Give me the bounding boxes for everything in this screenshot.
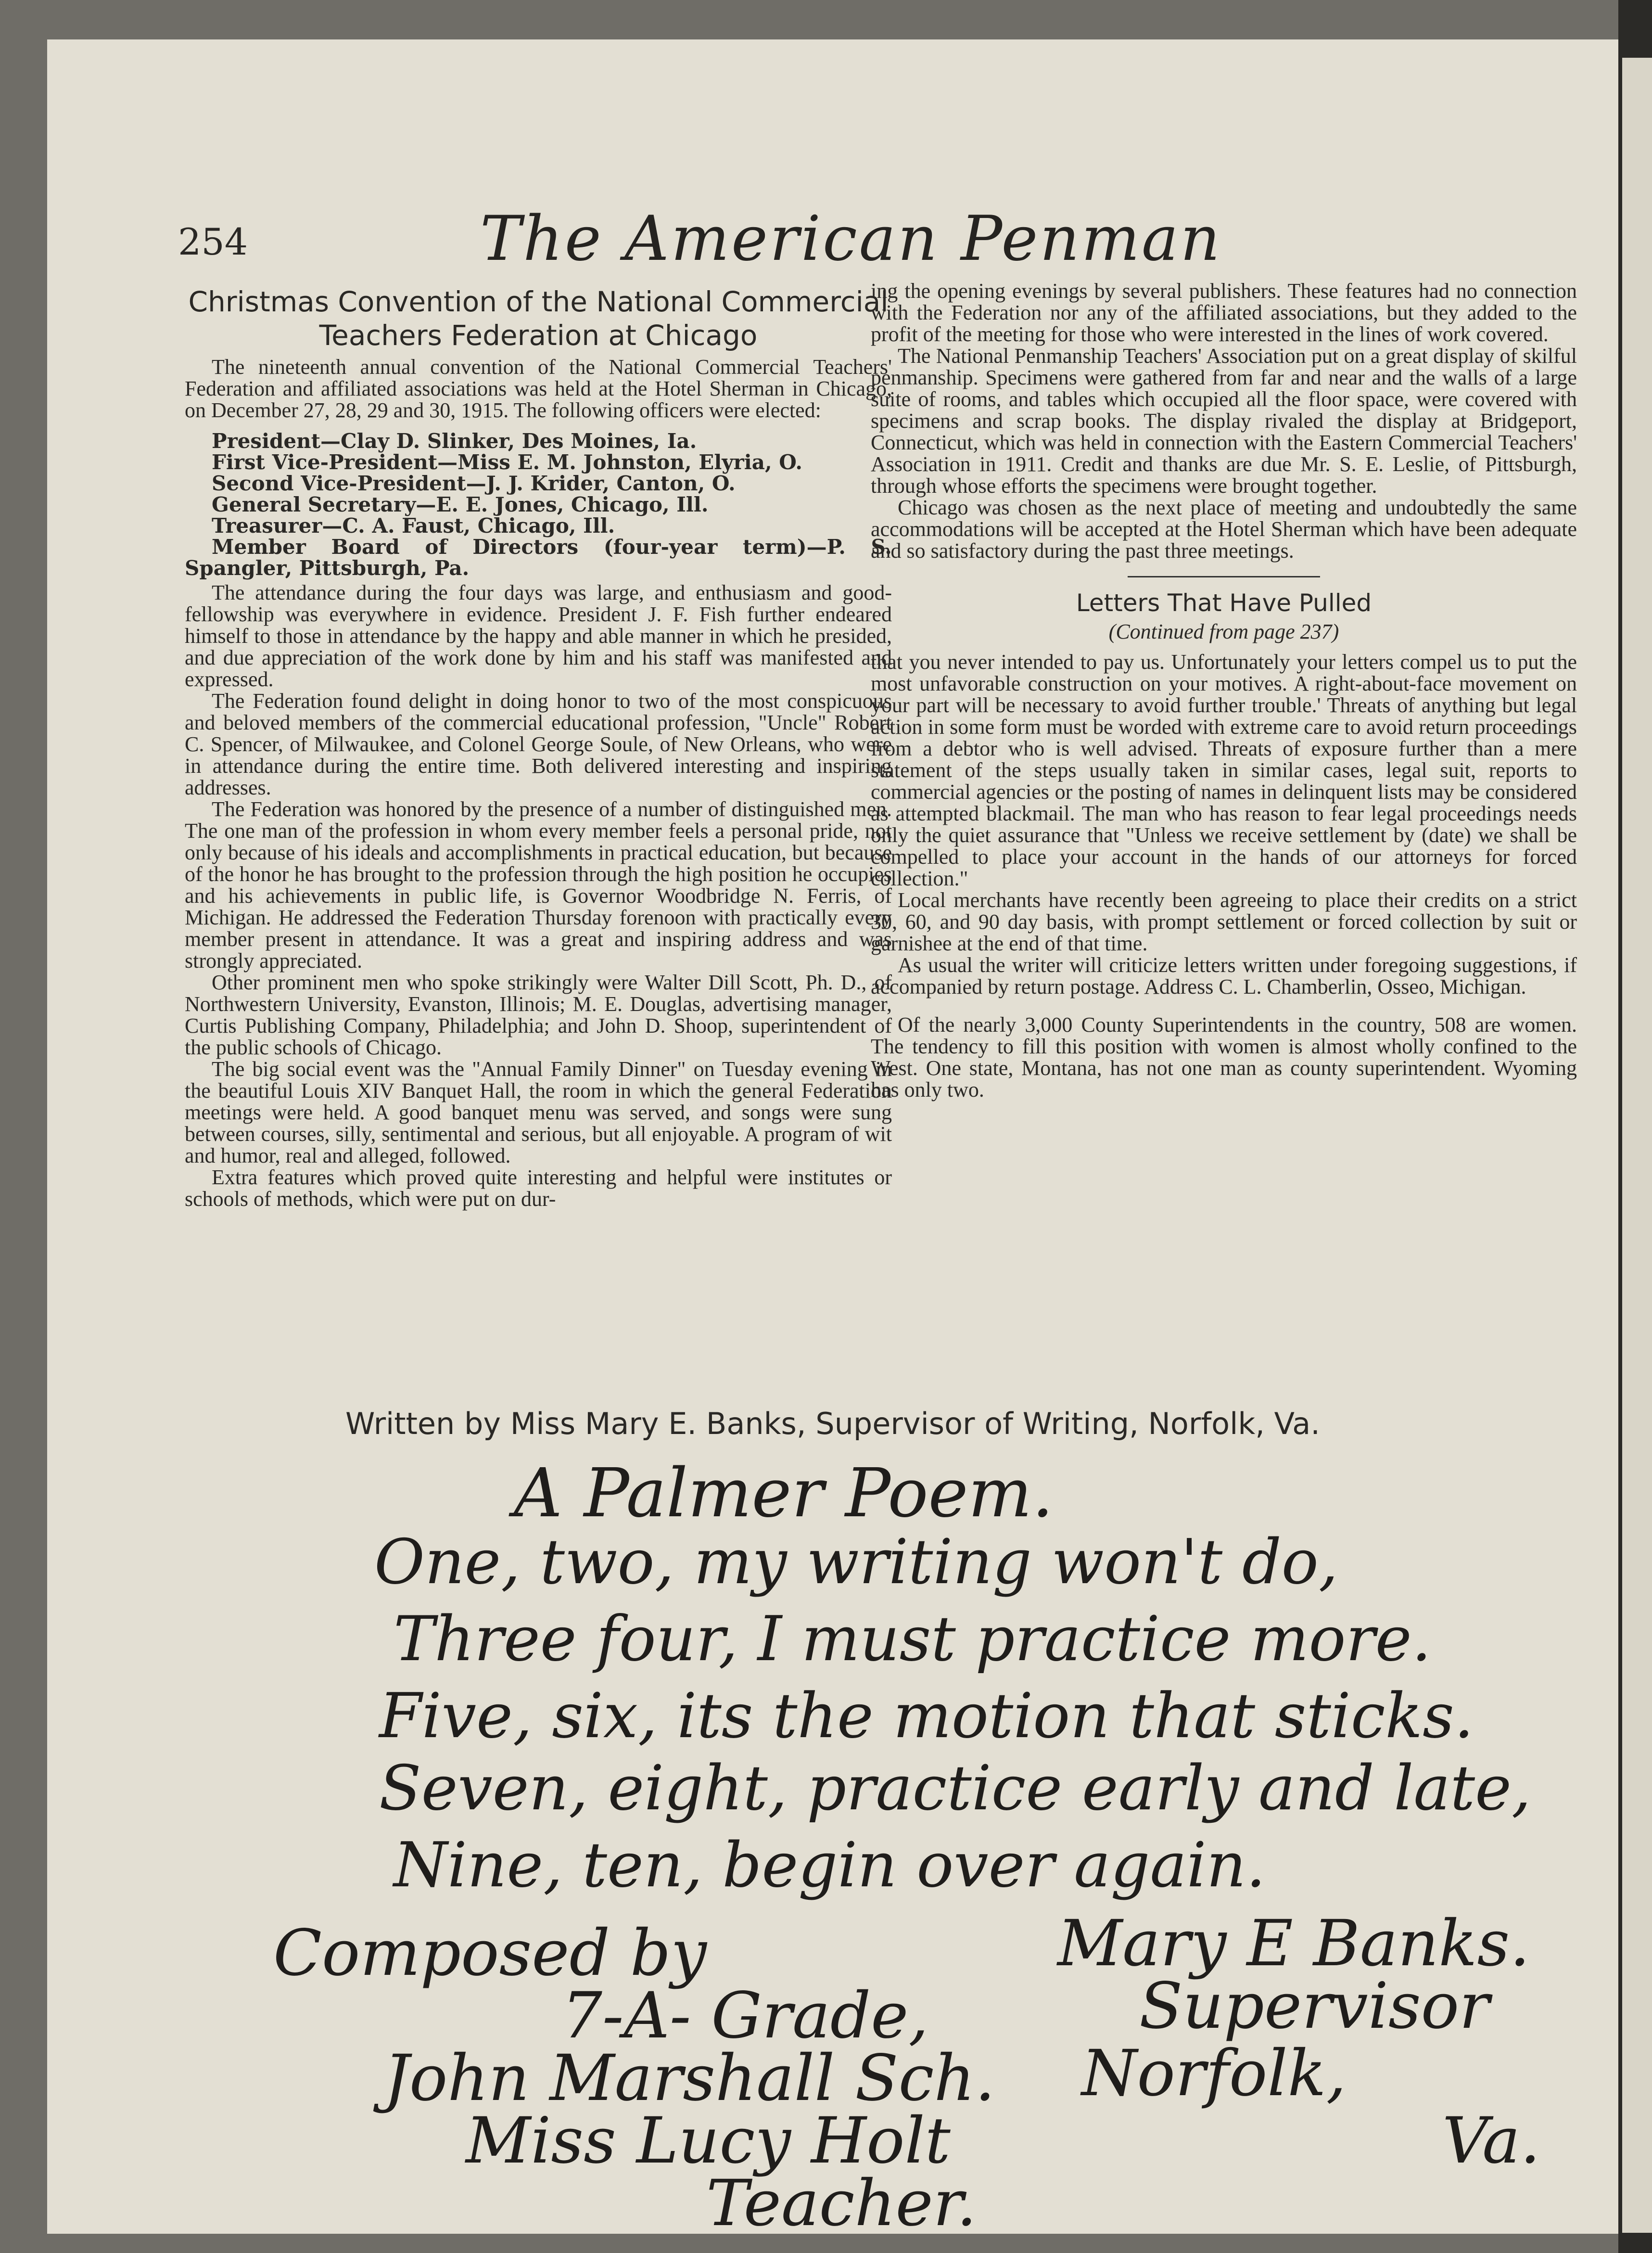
signature-right-line: Va. [1442, 2104, 1540, 2178]
officer-item: First Vice-President—Miss E. M. Johnston, Elyria, O. [212, 450, 802, 474]
poem-line: Five, six, its the motion that sticks. [379, 1680, 1474, 1752]
paragraph-continuation: ing the opening evenings by several publishers. These features had no connection with the Federation nor any of the affiliated associations, but they added to the profit of the meeting for those who were interested in the lines of work covered. [871, 279, 1577, 346]
poem-line: Three four, I must practice more. [394, 1603, 1432, 1675]
officers-list [185, 431, 892, 579]
page-number: 254 [178, 220, 248, 263]
paragraph: The Federation found delight in doing honor to two of the most conspicuous and beloved members of the commercial educational profession, "Uncle" Robert C. Spencer, of Milwaukee, and Colonel George Soule, of New Orleans, who were in attendance during the entire time. Both delivered interesting and inspiring addresses. [185, 689, 892, 799]
poem-title: A Palmer Poem. [514, 1454, 1054, 1533]
officer-item: Treasurer—C. A. Faust, Chicago, Ill. [212, 514, 615, 538]
left-column [185, 285, 892, 1210]
signature-right-line: Norfolk, [1081, 2036, 1347, 2111]
paragraph: The attendance during the four days was large, and enthusiasm and good-fellowship was everywhere in evidence. President J. F. Fish further endeared himself to those in attendance by the happy and able manner in which he presided, and due appreciation of the work done by him and his staff was manifested and expressed. [185, 581, 892, 691]
page-header [47, 193, 1618, 275]
signature-left-line: Miss Lucy Holt [466, 2104, 951, 2178]
next-page-edge [1622, 58, 1652, 2233]
officer-item: President—Clay D. Slinker, Des Moines, Ia. [212, 429, 697, 453]
signature-left-line: 7-A- Grade, [562, 1979, 929, 2053]
signature-right-line: Mary E Banks. [1057, 1907, 1530, 1981]
paragraph: Other prominent men who spoke strikingly were Walter Dill Scott, Ph. D., of Northwestern University, Evanston, Illinois; M. E. Douglas, advertising manager, Curtis Publishing Company, Philadelphia; and John D. Shoop, superintendent of the public schools of Chicago. [185, 971, 892, 1059]
signature-left-line: Composed by [273, 1916, 707, 1990]
masthead-title: The American Penman [480, 203, 1222, 275]
article-title: Christmas Convention of the National Commercial Teachers Federation at Chicago [188, 285, 889, 352]
officer-item: General Secretary—E. E. Jones, Chicago, Ill. [212, 493, 709, 516]
poem-line: Seven, eight, practice early and late, [379, 1753, 1531, 1824]
paragraph: Extra features which proved quite interesting and helpful were institutes or schools of methods, which were put on dur- [185, 1165, 892, 1211]
paragraph: The big social event was the "Annual Family Dinner" on Tuesday evening in the beautiful Louis XIV Banquet Hall, the room in which the general Federation meetings were held. A good banquet menu was served, and songs were sung between courses, silly, sentimental and serious, but all enjoyable. A program of wit and humor, real and alleged, followed. [185, 1057, 892, 1167]
poem-line: One, two, my writing won't do, [374, 1526, 1338, 1598]
continued-note: (Continued from page 237) [1108, 620, 1339, 643]
right-column [871, 280, 1577, 1101]
paragraph: Chicago was chosen as the next place of meeting and undoubtedly the same accommodations will be accepted at the Hotel Sherman which have been adequate and so satisfactory during the past three meetings. [871, 496, 1577, 563]
superintendents-note: Of the nearly 3,000 County Superintendents in the country, 508 are women. The tendency to fill this position with women is almost wholly confined to the West. One state, Montana, has not one man as county superintendent. Wyoming has only two. [871, 1013, 1577, 1101]
signature-left-line: Teacher. [706, 2166, 977, 2240]
signature-right-line: Supervisor [1139, 1969, 1490, 2043]
paragraph: that you never intended to pay us. Unfortunately your letters compel us to put the most unfavorable construction on your motives. A right-about-face movement on your part will be necessary to avoid further trouble.' Threats of anything but legal action in some form must be worded with extreme care to avoid return proceedings from a debtor who is well advised. Threats of exposure further than a mere statement of the steps usually taken in similar cases, legal suit, reports to commercial agencies or the posting of names in delinquent lists may be considered as attempted blackmail. The man who has reason to fear legal proceedings needs only the quiet assurance that "Unless we receive settlement by (date) we shall be compelled to place your account in the hands of our attorneys for forced collection." [871, 650, 1577, 890]
poem-credit: Written by Miss Mary E. Banks, Supervisor of Writing, Norfolk, Va. [345, 1406, 1320, 1441]
paragraph: The Federation was honored by the presence of a number of distinguished men. The one man of the profession in whom every member feels a personal pride, not only because of his ideals and accomplishments in practical education, but because of the honor he has brought to the profession through the high position he occupies and his achievements in public life, is Governor Woodbridge N. Ferris, of Michigan. He addressed the Federation Thursday forenoon with practically every member present in attendance. It was a great and inspiring address and was strongly appreciated. [185, 797, 892, 973]
paragraph: As usual the writer will criticize letters written under foregoing suggestions, if accompanied by return postage. Address C. L. Chamberlin, Osseo, Michigan. [871, 953, 1577, 998]
magazine-page [47, 39, 1618, 2240]
signature-left-line: John Marshall Sch. [384, 2041, 995, 2115]
divider-rule [1128, 576, 1320, 577]
officer-item: Second Vice-President—J. J. Krider, Canton, O. [212, 472, 736, 495]
officer-item: Member Board of Directors (four-year term)—P. S. Spangler, Pittsburgh, Pa. [185, 535, 892, 580]
paragraph: Local merchants have recently been agreeing to place their credits on a strict 30, 60, and 90 day basis, with prompt settlement or forced collection by suit or garnishee at the end of that time. [871, 888, 1577, 955]
paragraph: The National Penmanship Teachers' Association put on a great display of skilful penmanship. Specimens were gathered from far and near and the walls of a large suite of rooms, and tables which occupied all the floor space, were covered with specimens and scrap books. The display rivaled the display at Bridgeport, Connecticut, which was held in connection with the Eastern Commercial Teachers' Association in 1911. Credit and thanks are due Mr. S. E. Leslie, of Pittsburgh, through whose efforts the specimens were brought together. [871, 344, 1577, 498]
poem-line: Nine, ten, begin over again. [394, 1830, 1266, 1901]
article-title-letters: Letters That Have Pulled [1076, 589, 1372, 617]
article-intro: The nineteenth annual convention of the National Commercial Teachers' Federation and affiliated associations was held at the Hotel Sherman in Chicago, on December 27, 28, 29 and 30, 1915. The following officers were elected: [185, 355, 892, 422]
